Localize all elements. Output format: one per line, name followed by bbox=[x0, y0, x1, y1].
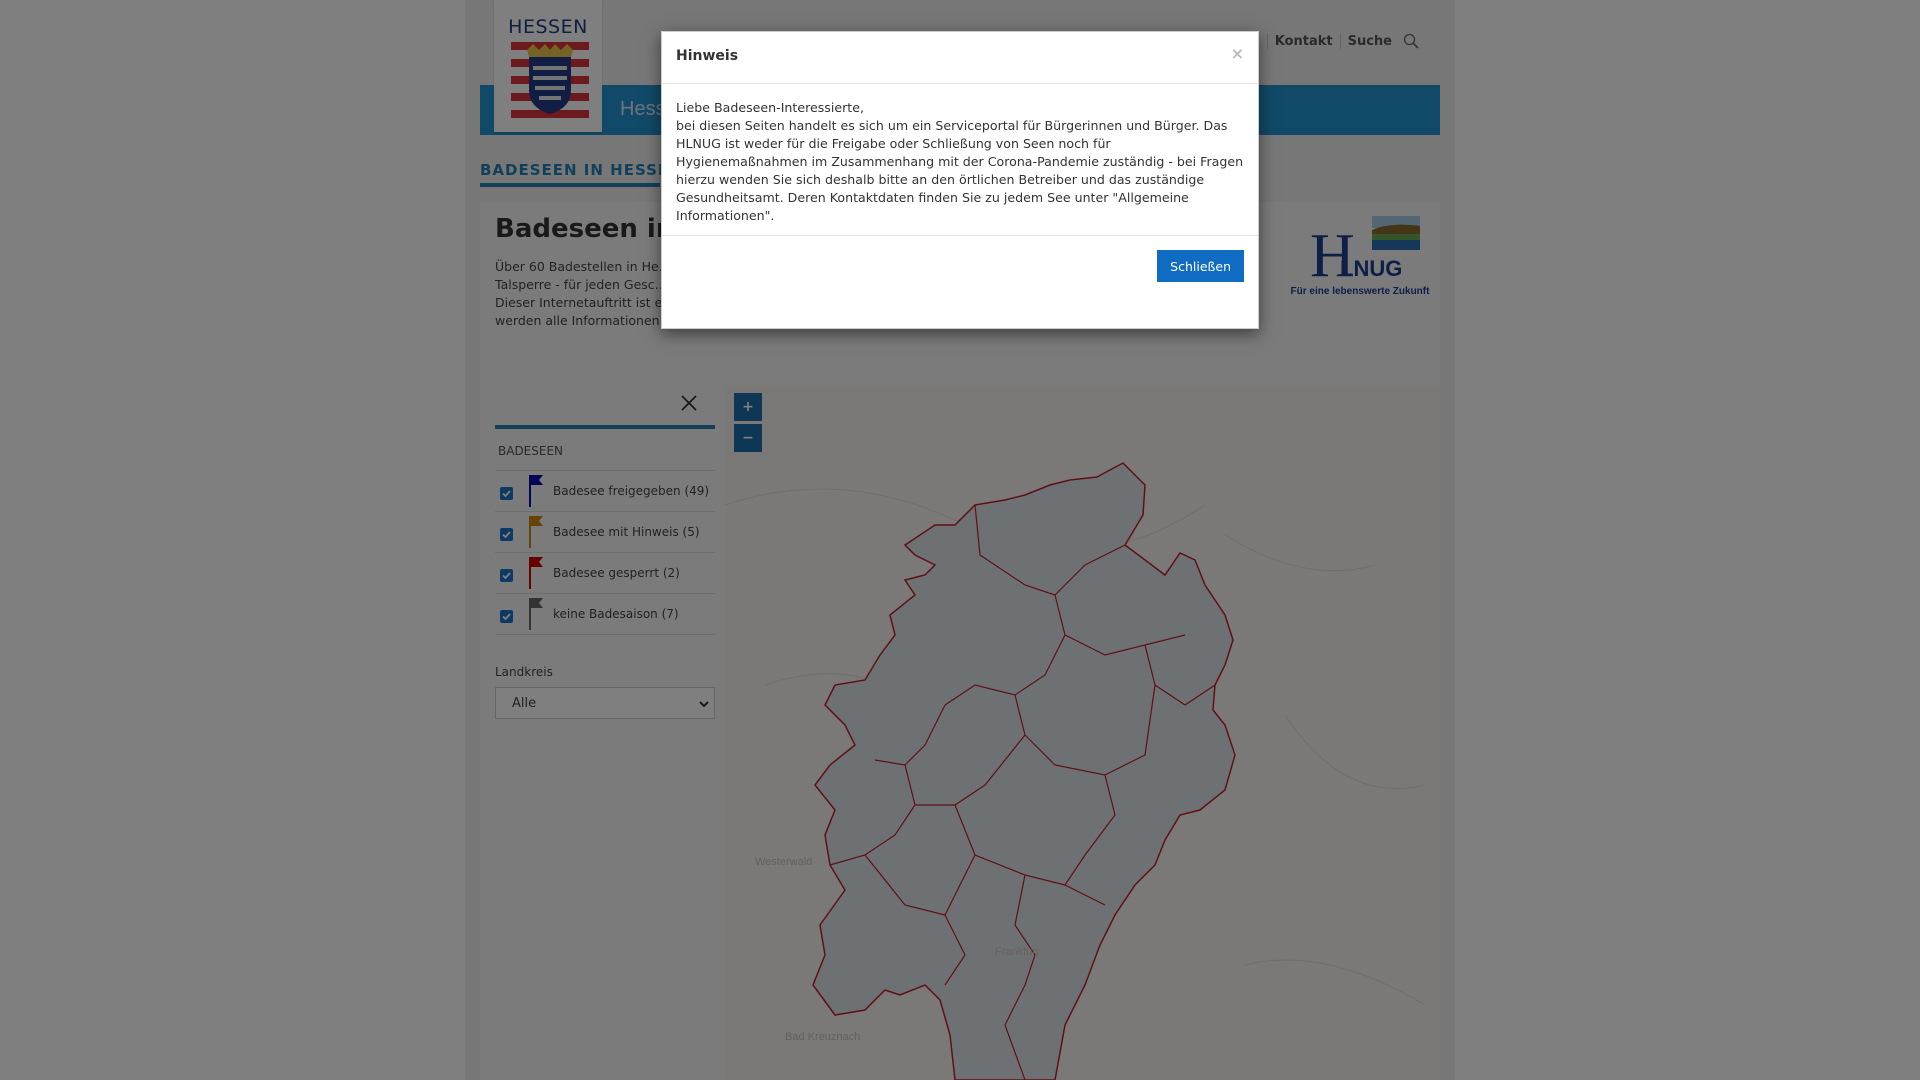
modal-greeting: Liebe Badeseen-Interessierte, bbox=[676, 100, 864, 115]
schliessen-button[interactable]: Schließen bbox=[1157, 250, 1244, 282]
modal-message: bei diesen Seiten handelt es sich um ein Serviceportal für Bürgerinnen und Bürger. Das HLNUG ist weder für die Freigabe oder Schließung von Seen noch für Hygienemaßnahmen im Zusammenhang mit der Corona-Pandemie zuständig - bei Fragen hierzu wenden Sie sich deshalb bitte an den örtlichen Betreiber und das zuständige Gesundheitsamt. Deren Kontaktdaten finden Sie zu jedem See unter "Allgemeine Informationen". bbox=[676, 118, 1244, 223]
modal-footer bbox=[662, 236, 1258, 298]
hinweis-modal bbox=[661, 31, 1259, 329]
modal-title: Hinweis bbox=[676, 48, 739, 64]
modal-body bbox=[662, 84, 1258, 236]
modal-header bbox=[662, 32, 1258, 84]
close-icon[interactable]: × bbox=[1230, 44, 1244, 63]
